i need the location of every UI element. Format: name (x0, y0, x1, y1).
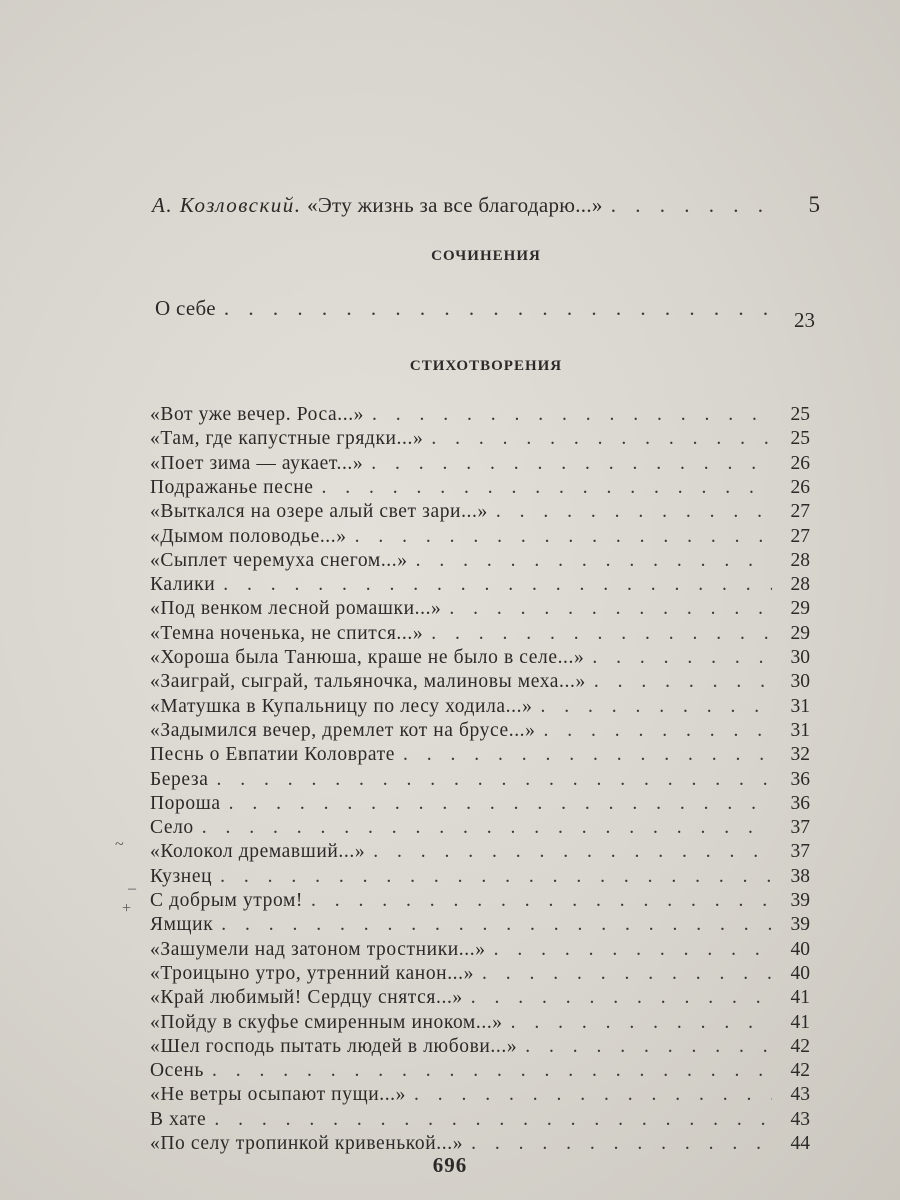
toc-entry (150, 744, 810, 768)
entry-page-number: 43 (790, 1084, 810, 1106)
entry-page-number: 29 (790, 622, 810, 644)
entry-title: «Не ветры осыпают пущи...» (150, 1084, 406, 1106)
dot-leader (431, 428, 772, 450)
toc-entry (150, 769, 810, 793)
page-number: 696 (432, 1153, 468, 1177)
toc-entry (150, 598, 810, 622)
entry-page-number: 40 (790, 938, 810, 960)
toc-entry (150, 939, 810, 963)
entry-page-number: 42 (790, 1035, 810, 1057)
toc-entry (150, 987, 810, 1011)
dot-leader (592, 647, 772, 669)
dot-leader (216, 769, 772, 791)
entry-page-number: 36 (790, 792, 810, 814)
about-page-number: 23 (794, 308, 815, 332)
dot-leader (611, 193, 782, 218)
dot-leader (372, 404, 772, 426)
entry-page-number: 39 (790, 914, 810, 936)
entry-page-number: 38 (790, 865, 810, 887)
entry-title: Село (150, 817, 194, 839)
dot-leader (431, 623, 772, 645)
toc-entry (150, 793, 810, 817)
entry-title: Подражанье песне (150, 476, 314, 498)
intro-author: А. Козловский. (152, 193, 302, 217)
entry-page-number: 42 (790, 1060, 810, 1082)
entry-page-number: 31 (790, 719, 810, 741)
entry-page-number: 30 (790, 671, 810, 693)
toc-entry-about (155, 296, 815, 332)
entry-title: «Там, где капустные грядки...» (150, 428, 424, 450)
dot-leader (525, 1036, 772, 1058)
toc-entry (150, 720, 810, 744)
entry-page-number: 30 (790, 647, 810, 668)
entry-page-number: 28 (790, 574, 810, 596)
dot-leader (371, 453, 772, 475)
entry-title: Пороша (150, 792, 221, 814)
dot-leader (223, 574, 772, 596)
toc-entry (150, 574, 810, 598)
entry-page-number: 40 (790, 962, 810, 984)
dot-leader (416, 550, 772, 572)
toc-entry-intro (152, 192, 820, 218)
dot-leader (594, 671, 772, 693)
entry-title: «Под венком лесной ромашки...» (150, 598, 442, 620)
dot-leader (403, 744, 772, 766)
section-heading-poems: СТИХОТВОРЕНИЯ (409, 358, 563, 374)
toc-entry (150, 890, 810, 914)
pencil-mark: + (122, 900, 132, 917)
dot-leader (494, 939, 772, 961)
toc-entry (150, 671, 810, 695)
entry-page-number: 32 (790, 744, 810, 766)
entry-title: Калики (150, 574, 216, 596)
entry-title: Кузнец (150, 865, 213, 887)
dot-leader (224, 296, 777, 321)
entry-title: Ямщик (150, 914, 214, 936)
dot-leader (471, 987, 772, 1009)
dot-leader (229, 793, 772, 815)
toc-entry (150, 1012, 810, 1036)
toc-entry (150, 453, 810, 477)
toc-entry (150, 866, 810, 890)
entry-page-number: 37 (790, 817, 810, 839)
toc-entry (150, 963, 810, 987)
intro-title: «Эту жизнь за все благодарю...» (307, 193, 603, 217)
dot-leader (496, 501, 772, 523)
pencil-mark: – (128, 880, 136, 897)
dot-leader (311, 890, 772, 912)
entry-title: «Задымился вечер, дремлет кот на брусе...» (150, 719, 536, 741)
entry-page-number: 37 (790, 841, 810, 863)
dot-leader (414, 1084, 772, 1106)
entry-title: «По селу тропинкой кривенькой...» (150, 1133, 464, 1154)
entry-page-number: 44 (790, 1133, 810, 1154)
entry-page-number: 41 (790, 987, 810, 1009)
dot-leader (212, 1060, 772, 1082)
entry-title: «Поет зима — аукает...» (150, 452, 364, 474)
about-title: О себе (155, 296, 216, 320)
entry-title: «Хороша была Танюша, краше не было в селе...» (150, 647, 585, 668)
entry-title: Осень (150, 1060, 204, 1082)
entry-title: «Выткался на озере алый свет зари...» (150, 501, 488, 523)
dot-leader (449, 598, 772, 620)
toc-entry (150, 623, 810, 647)
dot-leader (221, 914, 772, 936)
dot-leader (202, 817, 772, 839)
entry-title: «Темна ноченька, не спится...» (150, 622, 424, 644)
entry-page-number: 27 (790, 501, 810, 523)
toc-entry (150, 841, 810, 865)
toc-entry (150, 914, 810, 938)
toc-entry (150, 550, 810, 574)
toc-entry (150, 1084, 810, 1108)
intro-page-number: 5 (808, 192, 820, 217)
toc-entry (150, 696, 810, 720)
dot-leader (540, 696, 772, 718)
dot-leader (511, 1012, 772, 1034)
dot-leader (471, 1133, 772, 1155)
entry-title: «Вот уже вечер. Роса...» (150, 404, 365, 425)
dot-leader (355, 526, 772, 548)
dot-leader (322, 477, 772, 499)
section-heading-works: СОЧИНЕНИЯ (431, 248, 541, 264)
entry-page-number: 43 (790, 1108, 810, 1130)
dot-leader (544, 720, 772, 742)
entry-title: «Пойду в скуфье смиренным иноком...» (150, 1011, 503, 1033)
entry-title: «Край любимый! Сердцу снятся...» (150, 987, 463, 1009)
entry-title: «Зашумели над затоном тростники...» (150, 938, 486, 960)
entry-page-number: 26 (790, 476, 810, 498)
toc-entry (150, 477, 810, 501)
entry-title: В хате (150, 1108, 207, 1130)
entry-title: «Дымом половодье...» (150, 525, 347, 547)
entry-title: «Заиграй, сыграй, тальяночка, малиновы меха...» (150, 671, 586, 693)
entry-page-number: 25 (790, 404, 810, 425)
toc-entry (150, 1109, 810, 1133)
toc-entry (150, 1036, 810, 1060)
toc-entry (150, 647, 810, 671)
entry-title: С добрым утром! (150, 890, 304, 911)
pencil-mark: ~ (115, 836, 124, 853)
entry-page-number: 29 (790, 598, 810, 620)
toc-entry (150, 404, 810, 428)
entry-page-number: 31 (790, 695, 810, 717)
toc-entry (150, 817, 810, 841)
entry-page-number: 39 (790, 890, 810, 911)
entry-page-number: 25 (790, 428, 810, 450)
dot-leader (220, 866, 772, 888)
entry-page-number: 28 (790, 549, 810, 571)
entry-title: «Матушка в Купальницу по лесу ходила...» (150, 695, 533, 717)
entry-page-number: 36 (790, 768, 810, 790)
dot-leader (214, 1109, 772, 1131)
entry-title: «Шел господь пытать людей в любови...» (150, 1035, 518, 1057)
entry-page-number: 41 (790, 1011, 810, 1033)
toc-entry (150, 501, 810, 525)
entry-title: Береза (150, 768, 209, 790)
entry-title: «Троицыно утро, утренний канон...» (150, 962, 474, 984)
dot-leader (373, 841, 772, 863)
entry-title: «Колокол дремавший...» (150, 841, 366, 863)
toc-entry (150, 1060, 810, 1084)
entry-title: «Сыплет черемуха снегом...» (150, 549, 408, 571)
dot-leader (482, 963, 772, 985)
toc-entry (150, 428, 810, 452)
entry-page-number: 26 (790, 452, 810, 474)
toc-entry (150, 526, 810, 550)
entry-title: Песнь о Евпатии Коловрате (150, 744, 395, 766)
entry-page-number: 27 (790, 525, 810, 547)
